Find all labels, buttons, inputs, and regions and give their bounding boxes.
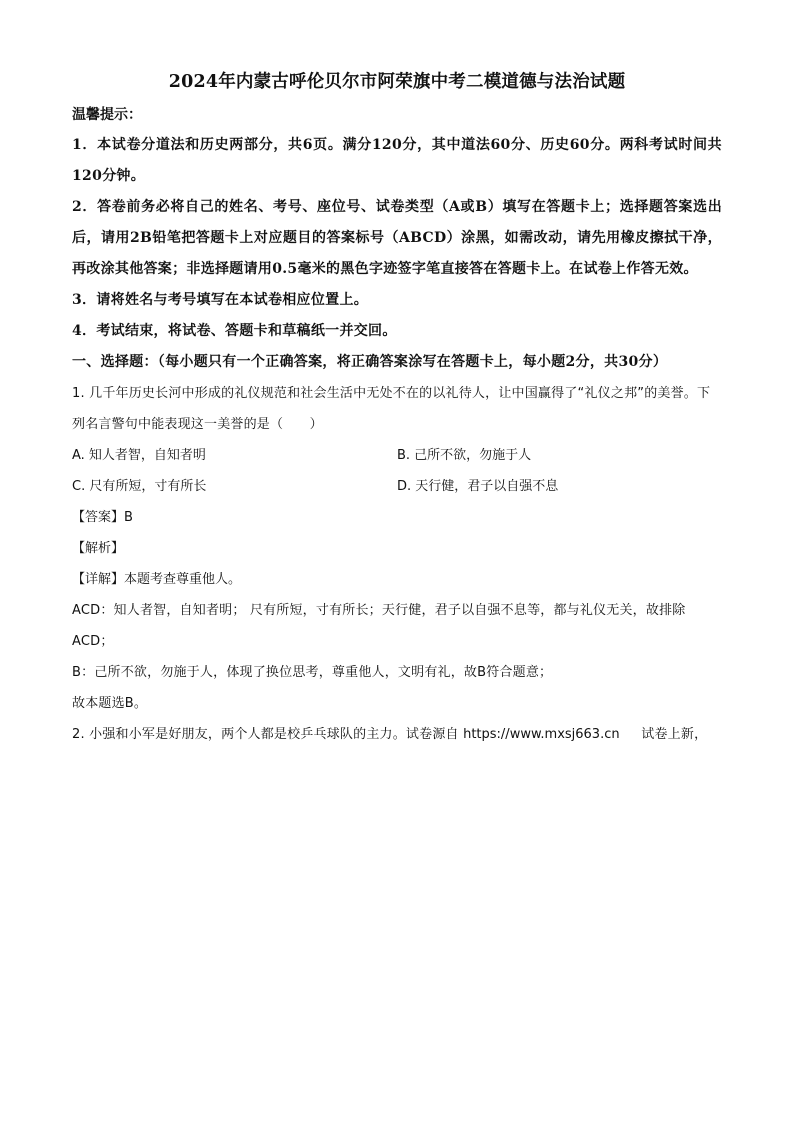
notice-item-1: 1．本试卷分道法和历史两部分，共6页。满分120分，其中道法60分、历史60分。两科考试时间共120分钟。 <box>72 137 722 184</box>
notice-heading: 温馨提示： <box>72 107 142 123</box>
question-1-options <box>72 440 722 502</box>
question-2-text-start: 2. 小强和小军是好朋友，两个人都是校乒乓球队的主力。试卷源自 <box>72 727 459 742</box>
option-a: A. 知人者智，自知者明 <box>72 448 206 463</box>
question-2-text-end: 试卷上新， <box>641 727 708 742</box>
option-d: D. 天行健，君子以自强不息 <box>397 479 559 494</box>
answer-label: 【答案】B <box>72 510 133 525</box>
source-url: https://www.mxsj663.cn <box>463 727 620 742</box>
page-title: 2024年内蒙古呼伦贝尔市阿荣旗中考二模道德与法治试题 <box>168 72 626 92</box>
notice-item-2: 2．答卷前务必将自己的姓名、考号、座位号、试卷类型（A或B）填写在答题卡上；选择题答案选出后，请用2B铅笔把答题卡上对应题目的答案标号（ABCD）涂黑，如需改动，请先用橡皮擦拭干净，再改涂其他答案；非选择题请用0.5毫米的黑色字迹签字笔直接答在答题卡上。在试卷上作答无效。 <box>72 199 722 277</box>
notice-item-4: 4．考试结束，将试卷、答题卡和草稿纸一并交回。 <box>72 323 397 339</box>
analysis-label: 【解析】 <box>72 541 125 556</box>
notice-item-3: 3．请将姓名与考号填写在本试卷相应位置上。 <box>72 292 369 308</box>
conclusion: 故本题选B。 <box>72 696 148 711</box>
explanation-acd: ACD：知人者智，自知者明； 尺有所短，寸有所长；天行健，君子以自强不息等，都与礼仪无关，故排除ACD； <box>72 603 686 649</box>
question-1-stem: 1. 几千年历史长河中形成的礼仪规范和社会生活中无处不在的以礼待人，让中国赢得了“礼仪之邦”的美誉。下列名言警句中能表现这一美誉的是（ ） <box>72 386 711 432</box>
option-c: C. 尺有所短，寸有所长 <box>72 479 207 494</box>
option-b: B. 己所不欲，勿施于人 <box>397 448 532 463</box>
section-heading-choice: 一、选择题：（每小题只有一个正确答案，将正确答案涂写在答题卡上，每小题2分，共30分） <box>72 354 668 370</box>
explanation-b: B：己所不欲，勿施于人，体现了换位思考，尊重他人，文明有礼，故B符合题意； <box>72 665 553 680</box>
detail-label: 【详解】本题考查尊重他人。 <box>72 572 242 587</box>
question-2-stem <box>72 719 722 750</box>
